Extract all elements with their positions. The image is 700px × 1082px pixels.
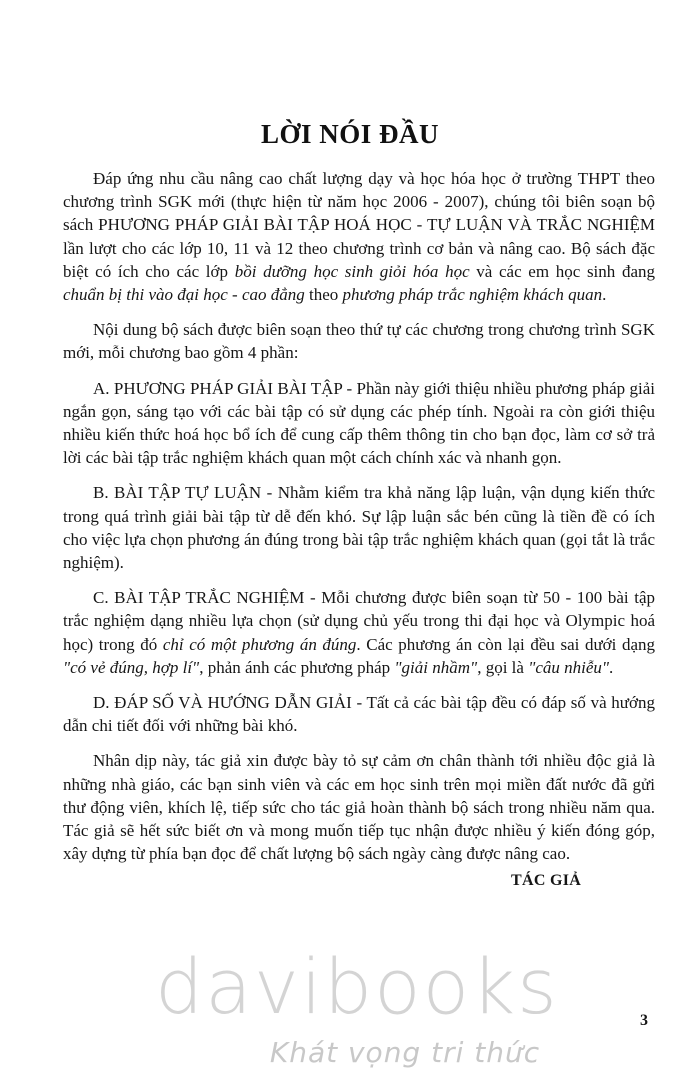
preface-body [63,167,655,865]
page-title: LỜI NÓI ĐẦU [260,119,440,149]
paragraph-section-b: B. BÀI TẬP TỰ LUẬN - Nhằm kiểm tra khả năng lập luận, vận dụng kiến thức trong quá trình giải bài tập từ dễ đến khó. Sự lập luận sắc bén cũng là tiền đề có ích cho việc lựa chọn phương án đúng trong bài tập trắc nghiệm khách quan (gọi tắt là trắc nghiệm). [63,483,655,573]
paragraph-intro-end: . [602,285,607,305]
paragraph-intro-text-3: theo [304,285,343,305]
emphasis-objective-method: phương pháp trắc nghiệm khách quan [342,285,603,305]
author-signature: TÁC GIẢ [511,872,582,889]
watermark-tagline: Khát vọng tri thức [269,1036,541,1069]
emphasis-wrong-solving: "giải nhầm" [394,657,478,677]
paragraph-intro-text: Đáp ứng nhu cầu nâng cao chất lượng dạy và học hóa học ở trường THPT theo chương trình SGK mới (thực hiện từ năm học 2006 - 2007), chúng tôi biên soạn bộ sách PHƯƠNG PHÁP GIẢI BÀI TẬP HOÁ HỌC - TỰ LUẬN VÀ TRẮC NGHIỆM lần lượt cho các lớp 10, 11 và 12 theo chương trình cơ bản và nâng cao. Bộ sách đặc biệt có ích cho các lớp [63,169,655,281]
emphasis-exam-prep: chuẩn bị thi vào đại học - cao đẳng [63,285,305,305]
emphasis-distractor: "câu nhiễu" [528,657,610,677]
section-c-text-3: , phản ánh các phương pháp [199,657,395,677]
section-c-end: . [609,657,614,677]
emphasis-plausible: "có vẻ đúng, hợp lí" [63,657,200,677]
section-c-text-4: , gọi là [477,657,529,677]
watermark-logo: davibooks [155,942,559,1031]
page-number: 3 [640,1012,648,1029]
paragraph-section-a: A. PHƯƠNG PHÁP GIẢI BÀI TẬP - Phần này giới thiệu nhiều phương pháp giải ngắn gọn, sáng tạo với các bài tập có sử dụng các phép tính. Ngoài ra còn giới thiệu nhiều kiến thức hoá học bổ ích để cung cấp thêm thông tin cho bạn đọc, làm cơ sở trả lời các bài tập trắc nghiệm khách quan một cách chính xác và nhanh gọn. [63,378,655,468]
emphasis-gifted-students: bồi dưỡng học sinh giỏi hóa học [234,261,470,281]
paragraph-section-d: D. ĐÁP SỐ VÀ HƯỚNG DẪN GIẢI - Tất cả các bài tập đều có đáp số và hướng dẫn chi tiết đối với những bài khó. [63,693,655,736]
paragraph-intro [63,167,655,306]
section-c-text: C. BÀI TẬP TRẮC NGHIỆM - Mỗi chương được biên soạn từ 50 - 100 bài tập trắc nghiệm dạng nhiều lựa chọn (sử dụng chủ yếu trong thi đại học và Olympic hoá học) trong đó [63,588,655,654]
emphasis-one-correct: chỉ có một phương án đúng [162,634,357,654]
paragraph-intro-text-2: và các em học sinh đang [469,261,655,281]
paragraph-section-c [63,586,655,679]
paragraph-thanks: Nhân dịp này, tác giả xin được bày tỏ sự cảm ơn chân thành tới nhiều độc giả là những nhà giáo, các bạn sinh viên và các em học sinh trên mọi miền đất nước đã gửi thư động viên, khích lệ, tiếp sức cho tác giả hoàn thành bộ sách trong nhiều năm qua. Tác giả sẽ hết sức biết ơn và mong muốn tiếp tục nhận được nhiều ý kiến đóng góp, xây dựng từ phía bạn đọc để chất lượng bộ sách ngày càng được nâng cao. [63,751,655,864]
section-c-text-2: . Các phương án còn lại đều sai dưới dạng [356,634,655,654]
paragraph-structure: Nội dung bộ sách được biên soạn theo thứ tự các chương trong chương trình SGK mới, mỗi chương bao gồm 4 phần: [63,320,655,363]
